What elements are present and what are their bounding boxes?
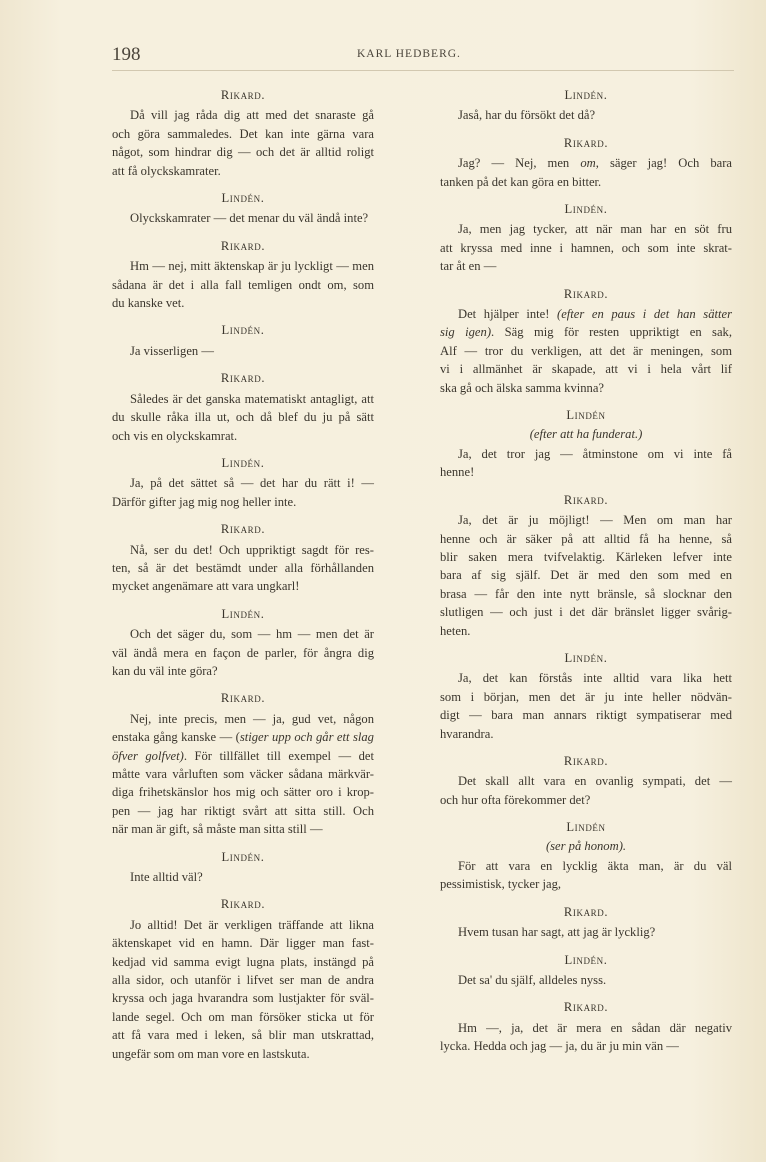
- speech-text: [112, 257, 374, 312]
- speech-text: [440, 511, 732, 640]
- speaker-name: Rikard.: [563, 135, 609, 150]
- text-line: Det skall allt vara en ovanlig sympati, det —: [458, 774, 732, 789]
- speech-text: [112, 209, 374, 227]
- text-line: väl ändå mera en façon de parler, för ångra dig: [112, 645, 374, 660]
- speaker-name: Rikard.: [563, 754, 609, 768]
- text-line: Det sa' du själf, alldeles nyss.: [458, 973, 607, 988]
- text-line: äktenskapet vid en hamn. Där ligger man fast-: [112, 936, 374, 951]
- speaker-name: Lindén.: [564, 952, 608, 967]
- text-line: För att vara en lycklig äkta man, är du väl: [458, 859, 732, 874]
- speech-block: [440, 285, 732, 397]
- text-line: pen — jag har riktigt svårt att sitta still. Och: [112, 803, 374, 818]
- speaker-name: Lindén.: [221, 455, 265, 470]
- left-column: [112, 86, 374, 1071]
- text-line: Inte alltid väl?: [130, 870, 203, 885]
- text-line: Nej, inte precis, men — ja, gud vet, någon: [130, 711, 374, 726]
- text-line: som i början, men det är ju inte heller nödvän-: [440, 689, 732, 704]
- stage-direction: (ser på honom).: [545, 838, 627, 853]
- speaker-name: Rikard.: [563, 492, 609, 507]
- text-line: [440, 305, 732, 323]
- text-line: Ja, men jag tycker, att när man har en söt fru: [458, 222, 732, 237]
- text-line: Olyckskamrater — det menar du väl ändå inte?: [130, 211, 369, 226]
- speech-text: [440, 772, 732, 809]
- text-line: Nå, ser du det! Och uppriktigt sagdt för res-: [130, 542, 374, 557]
- text-line: [112, 747, 374, 765]
- text-line: blir saken mera tvifvelaktig. Kärleken lefver inte: [440, 549, 732, 564]
- text-line: tar åt en —: [440, 259, 497, 274]
- text-line: Då vill jag råda dig att med det snaraste gå: [130, 108, 374, 123]
- text-line: Ja, det är ju möjligt! — Men om man har: [458, 513, 732, 528]
- text-line: Hm —, ja, det är mera en sådan där negativ: [458, 1020, 732, 1035]
- speech-block: [112, 520, 374, 596]
- right-column: [440, 86, 732, 1064]
- speech-block: [440, 903, 732, 942]
- text-line: när man är gift, så måste man sitta still —: [112, 822, 323, 837]
- speaker-name: Lindén.: [221, 606, 265, 621]
- speaker-name: Rikard.: [220, 522, 266, 537]
- text-line: ska gå och älska samma kvinna?: [440, 380, 605, 395]
- text-line: henne!: [440, 465, 475, 480]
- text-line: sådana är det i alla fall temligen ondt om, som: [112, 277, 374, 292]
- text-line: Ja, det kan förstås inte alltid vara lika hett: [458, 671, 732, 686]
- text-line: [440, 154, 732, 172]
- text-line: ungefär som om man vore en lastskuta.: [112, 1046, 310, 1061]
- speech-text: [440, 305, 732, 397]
- text-line: digt — bara man annars riktigt sympatiserar med: [440, 708, 732, 723]
- speech-text: [440, 923, 732, 941]
- text-line: Därför gifter jag mig nog heller inte.: [112, 494, 297, 509]
- italic-direction: (efter en paus i det han sätter: [557, 307, 732, 322]
- speech-text: [112, 342, 374, 360]
- text-line: Jo alltid! Det är verkligen träffande att likna: [130, 917, 374, 932]
- text-line: Hm — nej, mitt äktenskap är ju lyckligt — men: [130, 259, 374, 274]
- speech-block: [440, 200, 732, 276]
- text-line: ten, så är det bestämdt under alla förhållanden: [112, 560, 374, 575]
- speech-block: [112, 86, 374, 180]
- speech-text: [112, 625, 374, 680]
- text-line: henne och är säker på att alltid få ha henne, så: [440, 531, 732, 546]
- text-segment: Det hjälper inte!: [458, 307, 558, 322]
- text-segment: . För tillfället till exempel — det: [183, 748, 374, 763]
- text-line: och göra sammaledes. Det kan inte gärna vara: [112, 126, 374, 141]
- text-line: kedjad vid samma evigt lugna plats, instängd på: [112, 954, 374, 969]
- text-line: och hur ofta förekommer det?: [440, 792, 591, 807]
- speech-block: [112, 848, 374, 887]
- speech-text: [112, 868, 374, 886]
- speaker-name: Lindén.: [564, 650, 608, 665]
- speaker-name: Lindén.: [221, 323, 265, 338]
- page-number: 198: [112, 44, 141, 65]
- text-line: Alf — tror du verkligen, att det är meningen, som: [440, 343, 732, 358]
- text-line: alla sidor, och utanför i lifvet ser man de andra: [112, 973, 374, 988]
- speech-text: [112, 916, 374, 1063]
- text-line: Ja visserligen —: [130, 343, 214, 358]
- text-segment: enstaka gång kanske — (: [112, 730, 240, 745]
- text-line: kan du väl inte göra?: [112, 663, 218, 678]
- speech-text: [440, 106, 732, 124]
- text-line: att kryssa med inne i hamnen, och som inte skrat-: [440, 240, 732, 255]
- text-line: tanken på det kan göra en bitter.: [440, 174, 602, 189]
- speaker-name: Rikard.: [563, 286, 609, 301]
- text-line: Således är det ganska matematiskt antagligt, att: [130, 391, 374, 406]
- text-line: bara af sig själf. Det är med den som med en: [440, 568, 732, 583]
- speech-block: [112, 895, 374, 1063]
- text-line: pessimistisk, tycker jag,: [440, 877, 562, 892]
- speech-text: [440, 220, 732, 275]
- speaker-name: Rikard.: [220, 897, 266, 912]
- speech-text: [112, 474, 374, 511]
- speech-block: [440, 134, 732, 191]
- speech-block: [112, 454, 374, 511]
- speech-block: [440, 491, 732, 640]
- speaker-name: Lindén: [566, 820, 606, 835]
- speaker-name: Lindén.: [221, 191, 265, 206]
- text-line: hvarandra.: [440, 726, 494, 741]
- text-line: slutligen — och just i det där bränslet ligger svårig-: [440, 605, 732, 620]
- italic-direction: sig igen): [440, 325, 492, 340]
- header-rule: [112, 70, 734, 71]
- speech-block: [440, 406, 732, 482]
- text-line: måtte vara vårluften som väcker sådana märkvär-: [112, 767, 374, 781]
- speech-text: [440, 445, 732, 482]
- running-title: KARL HEDBERG.: [357, 48, 461, 60]
- speech-text: [440, 971, 732, 989]
- text-line: mycket angenämare att vara ungkarl!: [112, 579, 300, 594]
- text-line: Hvem tusan har sagt, att jag är lycklig?: [458, 925, 656, 940]
- speech-text: [112, 390, 374, 445]
- speaker-name: Rikard.: [220, 691, 266, 706]
- text-line: att få olyckskamrater.: [112, 163, 221, 178]
- speaker-name: Rikard.: [220, 371, 266, 386]
- speaker-name: Rikard.: [563, 904, 609, 919]
- speaker-name: Lindén: [566, 408, 606, 423]
- speech-text: [440, 154, 732, 191]
- speech-block: [440, 998, 732, 1055]
- text-line: du kanske vet.: [112, 296, 185, 311]
- speech-text: [440, 857, 732, 894]
- speech-block: [440, 818, 732, 894]
- speaker-name: Lindén.: [564, 88, 608, 102]
- speech-text: [112, 710, 374, 839]
- text-segment: , säger jag! Och bara: [595, 156, 732, 171]
- text-line: brasa — får den inte nytt bränsle, så slocknar den: [440, 586, 732, 601]
- speech-block: [112, 605, 374, 681]
- speech-block: [440, 752, 732, 809]
- text-line: [112, 728, 374, 746]
- text-line: kryssa och jaga hvarandra som lustjakter för sväl-: [112, 991, 374, 1006]
- text-line: Ja, det tror jag — åtminstone om vi inte få: [458, 446, 732, 461]
- text-line: [440, 323, 732, 341]
- speech-block: [112, 237, 374, 313]
- speech-block: [112, 189, 374, 228]
- italic-direction: stiger upp och går ett slag: [239, 730, 374, 745]
- text-line: vi i allmänhet är skapade, att vi i hela vårt lif: [440, 362, 732, 377]
- speaker-name: Lindén.: [221, 849, 265, 864]
- speaker-name: Lindén.: [564, 202, 608, 217]
- text-line: Och det säger du, som — hm — men det är: [130, 627, 374, 642]
- text-line: lycka. Hedda och jag — ja, du är ju min vän —: [440, 1039, 679, 1054]
- text-line: något, som hindrar dig — och det är alltid roligt: [112, 145, 374, 160]
- italic-direction: öfver golfvet): [112, 748, 184, 763]
- speaker-name: Rikard.: [563, 1000, 609, 1015]
- text-line: att få vara med i leken, så blir man utskrattad,: [112, 1028, 374, 1043]
- text-line: du skulle råka illa ut, och då blef du ju på sätt: [112, 410, 374, 425]
- speaker-name: Rikard.: [220, 88, 266, 102]
- speech-block: [440, 951, 732, 990]
- speech-block: [112, 369, 374, 445]
- italic-direction: om: [580, 156, 596, 171]
- text-line: Jaså, har du försökt det då?: [458, 108, 596, 123]
- text-segment: . Säg mig för resten uppriktigt en sak,: [491, 325, 732, 340]
- speech-text: [440, 1019, 732, 1056]
- speech-text: [440, 669, 732, 743]
- speech-block: [440, 86, 732, 125]
- text-line: och vis en olyckskamrat.: [112, 428, 238, 443]
- text-segment: Jag? — Nej, men: [458, 156, 581, 171]
- speech-block: [440, 649, 732, 743]
- text-line: diga frihetskänslor hos mig och sätter oro i krop-: [112, 785, 374, 800]
- text-line: lande segel. Och om man försöker sticka ut för: [112, 1009, 374, 1024]
- speech-block: [112, 321, 374, 360]
- speech-block: [112, 689, 374, 838]
- speech-text: [112, 106, 374, 180]
- stage-direction: (efter att ha funderat.): [529, 426, 643, 441]
- text-line: heten.: [440, 623, 471, 638]
- text-line: Ja, på det sättet så — det har du rätt i! —: [130, 476, 374, 491]
- speaker-name: Rikard.: [220, 238, 266, 253]
- speech-text: [112, 541, 374, 596]
